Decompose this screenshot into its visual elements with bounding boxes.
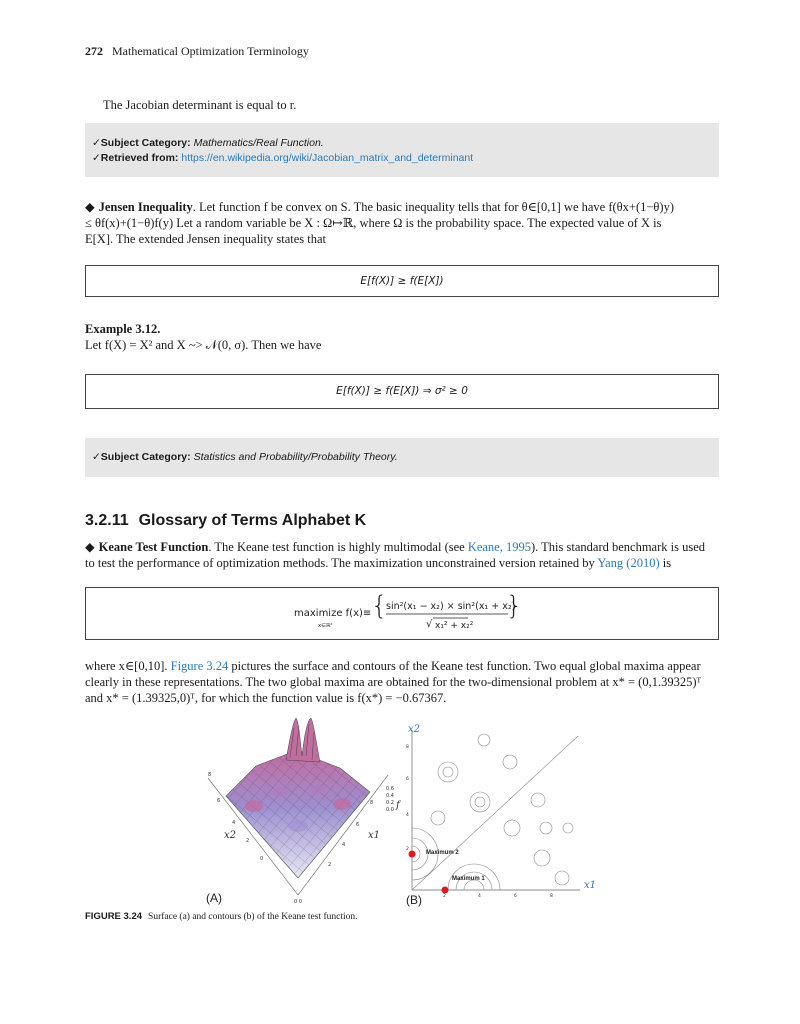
- contour-circle: [470, 792, 490, 812]
- where-line-1a: where x∈[0,10].: [85, 659, 171, 673]
- contour-circle: [531, 793, 545, 807]
- z-tick: 0.4: [386, 793, 394, 799]
- surface-peaks: [286, 718, 320, 762]
- keane-line-1b: ). This standard benchmark is used: [530, 540, 706, 554]
- keane-term: Keane Test Function: [98, 540, 209, 554]
- figure-caption: [85, 911, 357, 922]
- panel-b-label: (B): [406, 893, 422, 907]
- bullet-diamond-icon: ◆: [85, 200, 95, 214]
- page-number: 272: [85, 44, 103, 58]
- example-block: [85, 321, 321, 353]
- surface-mesh: [226, 750, 370, 878]
- eq-subscript: x∈ℝ²: [318, 623, 333, 629]
- yang-2010-link[interactable]: Yang (2010): [597, 556, 660, 570]
- keane-paragraph: [85, 539, 719, 571]
- maximum-1-label: Maximum 1: [452, 876, 485, 882]
- right-brace-icon: }: [506, 591, 523, 621]
- contour-circle: [504, 820, 520, 836]
- caption-text: Surface (a) and contours (b) of the Keane test function.: [148, 912, 358, 922]
- corner-tick: 0 0: [294, 899, 302, 905]
- caption-label: FIGURE 3.24: [85, 911, 143, 922]
- figure-3-24-link[interactable]: Figure 3.24: [170, 659, 229, 673]
- contour-circle: [438, 762, 458, 782]
- retrieved-label: ✓Retrieved from:: [92, 152, 179, 164]
- y-tick: 4: [406, 813, 409, 818]
- x-tick: 4: [478, 894, 481, 899]
- x2-tick: 8: [208, 772, 212, 778]
- category-label: ✓Subject Category:: [92, 137, 191, 149]
- x2-tick: 0: [260, 856, 264, 862]
- z-tick: 0.0: [386, 807, 394, 813]
- eq-lhs: maximize f(x)≡: [294, 608, 372, 619]
- x2-axis-label-b: x2: [408, 724, 421, 735]
- equation-jensen: E[f(X)] ≥ f(E[X]): [360, 275, 444, 287]
- example-title: Example 3.12.: [85, 322, 161, 336]
- surface-bump: [310, 785, 326, 795]
- category-label-2: ✓Subject Category:: [92, 451, 191, 463]
- panel-a-label: (A): [206, 891, 222, 905]
- z-tick: 0.6: [386, 786, 394, 792]
- contour-circle: [443, 767, 453, 777]
- x-tick: 8: [550, 894, 553, 899]
- jensen-term: Jensen Inequality: [98, 200, 193, 214]
- x2-tick: 2: [246, 838, 250, 844]
- x2-tick: 6: [217, 798, 221, 804]
- equation-example: E[f(X)] ≥ f(E[X]) ⇒ σ² ≥ 0: [336, 385, 468, 397]
- z-tick: 0.2: [386, 800, 394, 806]
- eq-denominator: x₁² + x₂²: [435, 621, 474, 631]
- where-line-3: and x* = (1.39325,0)ᵀ, for which the function value is f(x*) = −0.67367.: [85, 691, 447, 705]
- x1-axis-label: x1: [368, 830, 381, 841]
- x2-axis-label: x2: [224, 830, 237, 841]
- contour-circle: [534, 850, 550, 866]
- keane-equation: [86, 588, 718, 639]
- y-tick: 2: [406, 847, 409, 852]
- category-value-2: Statistics and Probability/Probability Theory.: [193, 451, 398, 463]
- x1-tick: 4: [342, 842, 346, 848]
- jensen-line-1: . Let function f be convex on S. The basic inequality tells that for θ∈[0,1] we have f(θx+(1−θ)y): [192, 200, 674, 214]
- left-brace-icon: {: [371, 591, 388, 621]
- where-line-2: clearly in these representations. The two global maxima are obtained for the two-dimensional problem at x* = (0,1.39325)ᵀ: [85, 675, 702, 689]
- maximum-2-label: Maximum 2: [426, 850, 459, 856]
- contour-lines: [412, 734, 573, 890]
- y-tick: 8: [406, 745, 409, 750]
- equation-box-1: [85, 265, 719, 297]
- maximum-2-marker: [409, 851, 416, 858]
- eq-numerator: sin²(x₁ − x₂) × sin²(x₁ + x₂): [386, 601, 516, 612]
- contour-circle: [478, 734, 490, 746]
- y-tick: 6: [406, 777, 409, 782]
- section-title: Glossary of Terms Alphabet K: [138, 512, 367, 529]
- contour-circle: [431, 811, 445, 825]
- x2-tick: 4: [232, 820, 236, 826]
- jensen-line-2: ≤ θf(x)+(1−θ)f(y) Let a random variable be X : Ω↦ℝ, where Ω is the probability space. The expected value of X is: [85, 216, 662, 230]
- where-paragraph: [85, 658, 719, 706]
- x1-tick: 8: [370, 800, 374, 806]
- jacobian-sentence: The Jacobian determinant is equal to r.: [103, 98, 297, 112]
- equation-box-keane: [85, 587, 719, 640]
- contour-circle: [475, 797, 485, 807]
- equation-box-2: [85, 374, 719, 409]
- surface-bump: [333, 798, 351, 810]
- diagonal-line: [412, 736, 578, 890]
- keane-line-2b: is: [659, 556, 672, 570]
- running-head: [85, 44, 309, 59]
- contour-circle: [563, 823, 573, 833]
- contour-circle: [555, 871, 569, 885]
- keane-line-1a: . The Keane test function is highly multimodal (see: [208, 540, 468, 554]
- running-title: Mathematical Optimization Terminology: [112, 44, 309, 58]
- contour-circle: [540, 822, 552, 834]
- keane-line-2a: to test the performance of optimization methods. The maximization unconstrained version retained by: [85, 556, 598, 570]
- subject-box-1: [85, 123, 719, 177]
- retrieved-link[interactable]: https://en.wikipedia.org/wiki/Jacobian_matrix_and_determinant: [181, 152, 474, 164]
- x1-tick: 6: [356, 822, 360, 828]
- x1-tick: 2: [328, 862, 332, 868]
- surface-bump: [245, 800, 263, 812]
- panel-b-contour: [406, 724, 596, 907]
- category-value: Mathematics/Real Function.: [193, 137, 324, 149]
- jensen-paragraph: [85, 199, 719, 247]
- maximum-1-marker: [442, 887, 449, 894]
- jensen-line-3: E[X]. The extended Jensen inequality states that: [85, 232, 327, 246]
- contour-circle: [503, 755, 517, 769]
- figure-3-24: [190, 718, 630, 908]
- x-tick: 6: [514, 894, 517, 899]
- where-line-1b: pictures the surface and contours of the Keane test function. Two equal global maxima appear: [228, 659, 701, 673]
- f-axis-label: f: [396, 800, 400, 811]
- keane-1995-link[interactable]: Keane, 1995: [467, 540, 531, 554]
- subject-box-2: [85, 438, 719, 477]
- bullet-diamond-icon: ◆: [85, 540, 95, 554]
- section-number: 3.2.11: [85, 512, 129, 529]
- section-heading: [85, 512, 366, 530]
- x1-axis-label-b: x1: [584, 880, 597, 891]
- surface-bump: [288, 820, 308, 832]
- example-text: Let f(X) = X² and X ~> 𝒩(0, σ). Then we have: [85, 338, 322, 352]
- panel-a-surface: [206, 718, 402, 905]
- x-tick: 2: [443, 894, 446, 899]
- sqrt-icon: √: [426, 619, 433, 630]
- surface-bump: [272, 787, 288, 797]
